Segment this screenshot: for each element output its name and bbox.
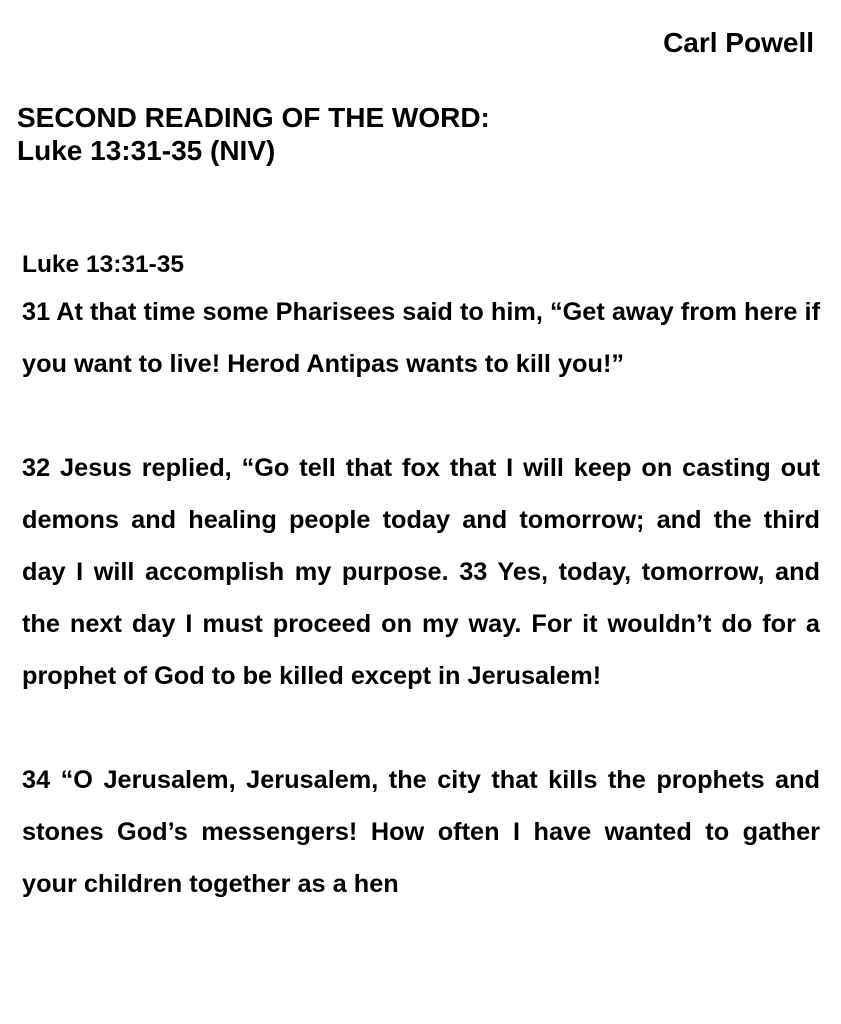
author-name: Carl Powell [663,27,814,58]
verse-paragraph: 31 At that time some Pharisees said to him, “Get away from here if you want to live! Herod Antipas wants to kill you!” [22,298,820,378]
reading-heading [17,101,490,167]
reading-title: SECOND READING OF THE WORD: [17,102,490,133]
verse-paragraph: 32 Jesus replied, “Go tell that fox that I will keep on casting out demons and healing people today and tomorrow; and the third day I will accomplish my purpose. 33 Yes, today, tomorrow, and the next day I must proceed on my way. For it wouldn’t do for a prophet of God to be killed except in Jerusalem! [22,454,820,690]
verse-paragraph: 34 “O Jerusalem, Jerusalem, the city that kills the prophets and stones God’s messengers! How often I have wanted to gather your children together as a hen [22,766,820,898]
reading-citation: Luke 13:31-35 (NIV) [17,135,276,166]
passage-reference: Luke 13:31-35 [22,251,185,278]
scripture-passage [22,250,820,910]
